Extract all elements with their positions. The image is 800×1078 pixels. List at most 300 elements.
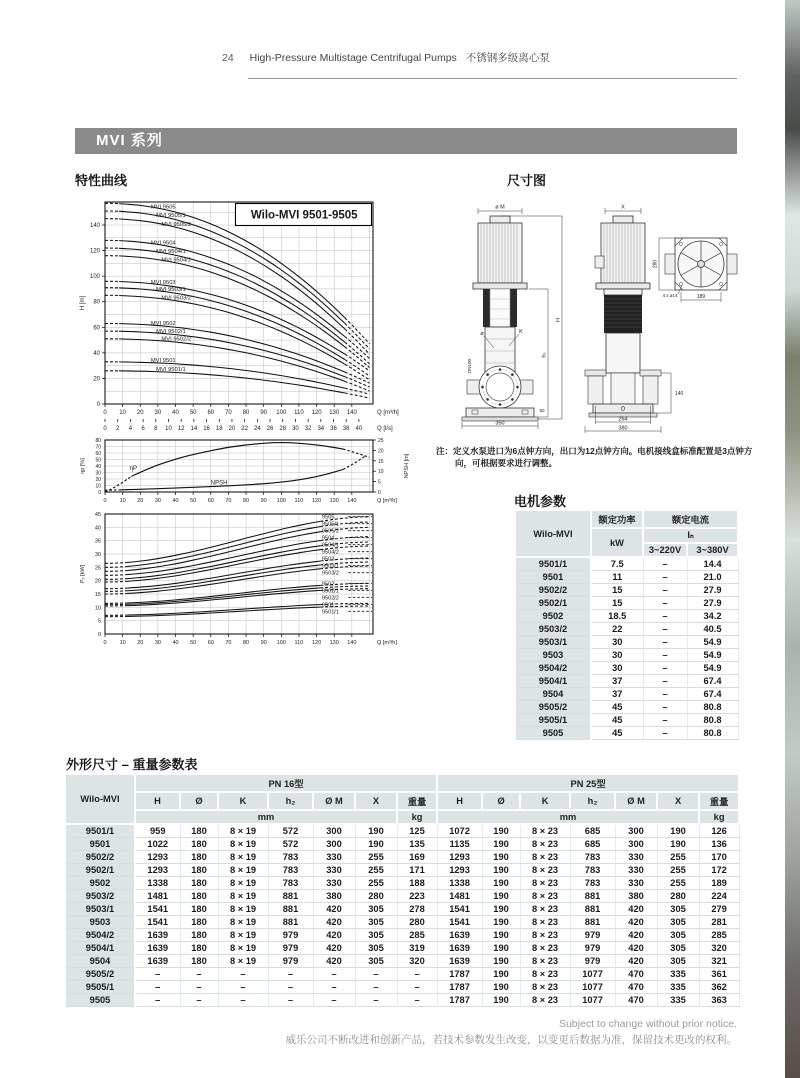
table-header-cell: Wilo-MVI: [65, 774, 135, 824]
table-cell: 305: [355, 916, 397, 929]
chart-text: ηp [%]: [80, 458, 86, 474]
table-cell: 420: [313, 916, 355, 929]
table-header-cell: mm: [437, 810, 699, 824]
table-cell: 979: [570, 955, 615, 968]
chart-text: 40: [172, 640, 179, 646]
table-cell: 280: [657, 890, 699, 903]
table-cell: 881: [570, 916, 615, 929]
table-row: [515, 675, 738, 688]
table-cell: –: [643, 662, 687, 675]
table-cell: 54.9: [687, 636, 738, 649]
table-cell: 37: [591, 675, 643, 688]
table-header-cell: 3~380V: [687, 543, 738, 557]
chart-text: 0: [378, 490, 381, 496]
table-cell: 9505: [65, 994, 135, 1007]
chart-text: 110: [294, 410, 304, 416]
chart-text: 8: [154, 426, 158, 432]
chart-text: 38: [342, 426, 350, 432]
table-header-cell: Ø: [482, 792, 520, 810]
table-cell: 190: [482, 864, 520, 877]
table-cell: 15: [591, 584, 643, 597]
chart-text: 30: [292, 426, 299, 432]
table-cell: 80.8: [687, 714, 738, 727]
chart-text: 0: [98, 490, 101, 496]
table-cell: 330: [615, 864, 657, 877]
table-cell: 1787: [437, 994, 482, 1007]
table-cell: 8 × 23: [520, 890, 570, 903]
table-header-cell: kg: [699, 810, 739, 824]
table-cell: 9504/1: [515, 675, 591, 688]
table-cell: –: [180, 994, 218, 1007]
chart-text: 10: [94, 605, 101, 612]
chart-text: Q [l/s]: [377, 426, 393, 432]
table-cell: –: [355, 981, 397, 994]
table-cell: 305: [657, 903, 699, 916]
chart-text: 14: [190, 426, 198, 432]
table-cell: 1787: [437, 968, 482, 981]
chart-text: 9504/1: [321, 542, 339, 549]
chart-text: 110: [294, 640, 304, 646]
table-header-cell: PN 16型: [135, 774, 437, 792]
table-cell: 783: [570, 877, 615, 890]
chart-text: 50: [190, 498, 197, 504]
chart-text: 20: [378, 448, 384, 455]
table-cell: 190: [482, 838, 520, 851]
doc-title-cn: 不锈钢多级离心泵: [465, 52, 550, 64]
table-cell: 171: [397, 864, 437, 877]
table-cell: 1639: [135, 955, 180, 968]
chart-text: 20: [137, 498, 144, 504]
chart-text: 18: [215, 426, 223, 432]
table-cell: 979: [268, 929, 313, 942]
chart-text: H [m]: [80, 295, 86, 311]
chart-text: 40: [93, 350, 100, 357]
chart-text: 30: [154, 410, 162, 416]
chart-text: Q [m³/h]: [377, 410, 399, 416]
table-cell: 136: [699, 838, 739, 851]
table-cell: 1077: [570, 981, 615, 994]
table-row: [65, 981, 739, 994]
table-cell: 45: [591, 701, 643, 714]
table-cell: 9505/1: [65, 981, 135, 994]
table-cell: 881: [268, 890, 313, 903]
table-cell: 8 × 19: [218, 929, 268, 942]
table-cell: –: [355, 994, 397, 1007]
table-row: [65, 810, 739, 824]
table-cell: 783: [268, 877, 313, 890]
chart-text: 10: [165, 426, 172, 432]
table-cell: 1135: [437, 838, 482, 851]
chart-text: 20: [95, 477, 101, 483]
table-cell: 8 × 23: [520, 968, 570, 981]
table-row: [515, 727, 738, 740]
table-cell: 685: [570, 838, 615, 851]
table-cell: 881: [268, 903, 313, 916]
table-cell: 1293: [437, 864, 482, 877]
chart-text: 9503/2: [321, 570, 339, 577]
chart-text: 60: [207, 498, 214, 504]
table-cell: 45: [591, 714, 643, 727]
chart-text: 70: [225, 410, 232, 416]
table-cell: 1639: [135, 942, 180, 955]
chart-text: 40: [355, 426, 363, 432]
table-cell: 420: [615, 955, 657, 968]
chart-text: 9505/2: [321, 528, 339, 535]
table-cell: 8 × 23: [520, 877, 570, 890]
table-header-cell: Wilo-MVI: [515, 510, 591, 557]
table-cell: 54.9: [687, 662, 738, 675]
table-cell: –: [218, 968, 268, 981]
table-header-cell: 3~220V: [643, 543, 687, 557]
chart-text: 9503: [321, 556, 335, 563]
chart-text: 60: [207, 640, 214, 646]
table-header-cell: PN 25型: [437, 774, 739, 792]
table-cell: 9501: [65, 838, 135, 851]
table-cell: 420: [615, 942, 657, 955]
table-cell: 9501/1: [65, 824, 135, 838]
chart-text: 10: [119, 498, 126, 504]
table-cell: –: [643, 610, 687, 623]
table-cell: 300: [615, 824, 657, 838]
chart-text: 15: [378, 458, 384, 465]
table-cell: 1077: [570, 994, 615, 1007]
table-cell: 80.8: [687, 727, 738, 740]
dim-label-380: 380: [618, 425, 628, 432]
table-cell: 9502/1: [65, 864, 135, 877]
table-cell: 330: [615, 877, 657, 890]
table-row: [65, 851, 739, 864]
table-cell: 363: [699, 994, 739, 1007]
table-cell: 959: [135, 824, 180, 838]
table-cell: 285: [699, 929, 739, 942]
table-row: [515, 557, 738, 571]
chart-text: 130: [329, 498, 339, 504]
dim-label-holes: 4 x ø14: [662, 293, 678, 298]
table-cell: 255: [657, 851, 699, 864]
table-cell: –: [643, 636, 687, 649]
table-cell: 40.5: [687, 623, 738, 636]
table-cell: 281: [699, 916, 739, 929]
hq-curves-chart: [75, 192, 415, 437]
chart-text: 9502/2: [321, 595, 339, 602]
table-cell: 9503/2: [65, 890, 135, 903]
chart-text: MVI 9504/1: [156, 248, 186, 255]
table-cell: 9502/2: [515, 584, 591, 597]
table-cell: 190: [482, 824, 520, 838]
chart-text: MVI 9502/2: [161, 336, 192, 343]
chart-text: 10: [119, 410, 126, 416]
chart-text: 110: [294, 498, 304, 504]
footer-notice-cn: 威乐公司不断改进和创新产品，若技术参数发生改变，以变更后数据为准，保留技术更改的权利。: [285, 1034, 737, 1046]
table-cell: 572: [268, 824, 313, 838]
chart-text: 10: [378, 469, 384, 476]
motor-parameters-table: [514, 509, 739, 740]
table-row: [515, 510, 738, 528]
table-cell: 180: [180, 890, 218, 903]
table-cell: –: [643, 597, 687, 610]
table-cell: 80.8: [687, 701, 738, 714]
chart-text: 9504: [321, 535, 335, 542]
table-row: [515, 649, 738, 662]
table-cell: 305: [355, 929, 397, 942]
table-cell: 305: [657, 942, 699, 955]
chart-text: 80: [242, 498, 250, 504]
table-cell: 330: [313, 864, 355, 877]
table-cell: 9503/2: [515, 623, 591, 636]
table-cell: 1541: [437, 916, 482, 929]
table-cell: 255: [355, 864, 397, 877]
table-row: [65, 942, 739, 955]
table-row: [65, 929, 739, 942]
chart-text: NPSH [m]: [404, 453, 410, 479]
size-table-head: [65, 774, 739, 824]
table-cell: 305: [657, 955, 699, 968]
dim-label-h: H: [555, 318, 562, 322]
chart-text: 70: [225, 498, 232, 504]
chart-text: 22: [241, 426, 248, 432]
table-cell: 783: [570, 864, 615, 877]
efficiency-npsh-chart: [75, 436, 415, 508]
chart-text: 4: [128, 426, 133, 432]
size-weight-table: [64, 773, 740, 1007]
table-cell: 8 × 19: [218, 955, 268, 968]
chart-text: 60: [95, 451, 101, 457]
table-cell: –: [313, 981, 355, 994]
table-cell: 14.4: [687, 557, 738, 571]
table-cell: 685: [570, 824, 615, 838]
table-row: [515, 662, 738, 675]
table-row: [65, 774, 739, 792]
table-cell: 190: [657, 824, 699, 838]
table-cell: 280: [355, 890, 397, 903]
table-cell: 255: [657, 877, 699, 890]
table-cell: 27.9: [687, 584, 738, 597]
dim-label-140: 140: [675, 391, 684, 397]
table-cell: 979: [268, 942, 313, 955]
chart-text: 30: [95, 470, 101, 477]
table-cell: –: [355, 968, 397, 981]
chart-text: 140: [346, 410, 357, 416]
table-cell: 1481: [135, 890, 180, 903]
chart-text: MVI 9503/1: [156, 287, 186, 294]
table-cell: 8 × 23: [520, 851, 570, 864]
table-cell: 180: [180, 824, 218, 838]
table-cell: 8 × 19: [218, 916, 268, 929]
chart-text: 60: [93, 325, 100, 332]
table-header-cell: X: [355, 792, 397, 810]
table-cell: 1338: [135, 877, 180, 890]
table-cell: 180: [180, 903, 218, 916]
table-cell: 9503: [65, 916, 135, 929]
table-cell: 172: [699, 864, 739, 877]
table-cell: –: [268, 968, 313, 981]
table-cell: 1639: [437, 929, 482, 942]
chart-text: 80: [242, 640, 250, 646]
table-cell: 8 × 23: [520, 955, 570, 968]
pump-front-view: [462, 208, 562, 429]
chart-text: 32: [304, 426, 312, 432]
table-cell: 54.9: [687, 649, 738, 662]
table-cell: 45: [591, 727, 643, 740]
chart-text: 100: [276, 498, 286, 504]
table-cell: 9504/2: [515, 662, 591, 675]
table-cell: 305: [355, 942, 397, 955]
table-cell: 320: [397, 955, 437, 968]
table-header-cell: X: [657, 792, 699, 810]
dim-label-350: 350: [495, 420, 505, 427]
table-cell: 470: [615, 981, 657, 994]
table-cell: 420: [615, 929, 657, 942]
chart-text: 20: [136, 410, 144, 416]
pump-side-view: [585, 208, 671, 433]
table-cell: 979: [570, 929, 615, 942]
table-header-cell: 重量: [397, 792, 437, 810]
chart-text: 20: [137, 640, 144, 646]
series-banner-title: MVI 系列: [96, 132, 163, 149]
table-header-cell: Ø M: [615, 792, 657, 810]
table-cell: 9502: [65, 877, 135, 890]
table-cell: 319: [397, 942, 437, 955]
table-cell: 470: [615, 994, 657, 1007]
table-cell: 8 × 23: [520, 942, 570, 955]
chart-text: 9501: [321, 602, 335, 609]
table-row: [65, 890, 739, 903]
table-cell: –: [268, 994, 313, 1007]
table-cell: –: [135, 981, 180, 994]
chart-text: 25: [94, 565, 101, 572]
table-cell: –: [643, 584, 687, 597]
chart-text: P₂ [kW]: [80, 564, 86, 584]
table-cell: 8 × 19: [218, 890, 268, 903]
section-title-dimensions: 尺寸图: [507, 173, 547, 188]
chart-text: 2: [116, 426, 120, 432]
table-cell: 979: [570, 942, 615, 955]
chart-text: 5: [97, 618, 101, 625]
chart-text: 16: [203, 426, 210, 432]
chart-text: 120: [311, 640, 322, 646]
chart-text: 140: [347, 640, 357, 646]
table-cell: 255: [355, 851, 397, 864]
chart-text: 0: [103, 426, 107, 432]
table-cell: 67.4: [687, 675, 738, 688]
chart-text: 20: [228, 426, 236, 432]
table-row: [65, 903, 739, 916]
table-cell: 305: [657, 916, 699, 929]
table-cell: 881: [268, 916, 313, 929]
table-row: [65, 864, 739, 877]
table-cell: 1077: [570, 968, 615, 981]
table-cell: 420: [615, 903, 657, 916]
table-cell: 8 × 23: [520, 994, 570, 1007]
table-row: [65, 824, 739, 838]
chart-text: 9501/1: [321, 609, 339, 616]
table-header-cell: h₂: [268, 792, 313, 810]
table-cell: 1293: [135, 864, 180, 877]
table-cell: –: [643, 571, 687, 584]
table-cell: 8 × 19: [218, 824, 268, 838]
table-cell: 8 × 19: [218, 838, 268, 851]
dim-label-280: 280: [652, 259, 659, 269]
table-cell: 9504: [65, 955, 135, 968]
table-cell: 380: [313, 890, 355, 903]
chart-text: 30: [154, 640, 161, 646]
table-cell: 1541: [437, 903, 482, 916]
table-cell: 305: [355, 903, 397, 916]
table-cell: 470: [615, 968, 657, 981]
table-cell: 420: [313, 903, 355, 916]
chart-text: 120: [311, 498, 322, 504]
power-chart: [75, 508, 415, 658]
chart-text: 36: [330, 426, 337, 432]
table-cell: 335: [657, 968, 699, 981]
table-row: [515, 584, 738, 597]
table-cell: 22: [591, 623, 643, 636]
table-cell: –: [397, 994, 437, 1007]
page-footer: [286, 1018, 738, 1047]
table-cell: 330: [313, 877, 355, 890]
table-cell: 135: [397, 838, 437, 851]
table-cell: –: [313, 968, 355, 981]
table-cell: 9505: [515, 727, 591, 740]
table-cell: 190: [355, 824, 397, 838]
section-title-curves: 特性曲线: [75, 173, 128, 188]
table-cell: 27.9: [687, 597, 738, 610]
table-cell: 783: [268, 864, 313, 877]
table-cell: 30: [591, 649, 643, 662]
table-row: [515, 610, 738, 623]
table-row: [65, 792, 739, 810]
installation-note: [436, 446, 757, 469]
table-cell: –: [218, 994, 268, 1007]
table-row: [515, 571, 738, 584]
table-cell: 330: [313, 851, 355, 864]
chart-text: 9502/1: [321, 588, 339, 595]
table-cell: 881: [570, 903, 615, 916]
chart-text: 130: [329, 410, 340, 416]
table-cell: 188: [397, 877, 437, 890]
table-header-cell: H: [437, 792, 482, 810]
table-cell: 8 × 19: [218, 877, 268, 890]
motor-table-body: [515, 557, 738, 740]
table-cell: 881: [570, 890, 615, 903]
chart-text: MVI 9503/2: [161, 295, 192, 302]
table-cell: 1293: [135, 851, 180, 864]
table-header-cell: kg: [397, 810, 437, 824]
table-cell: 1022: [135, 838, 180, 851]
table-cell: 8 × 23: [520, 838, 570, 851]
chart-text: 35: [94, 538, 101, 545]
table-cell: 190: [482, 877, 520, 890]
chart-text: 10: [119, 640, 126, 646]
table-cell: 8 × 23: [520, 916, 570, 929]
table-cell: –: [643, 727, 687, 740]
table-cell: 9502/2: [65, 851, 135, 864]
table-cell: 9504/2: [65, 929, 135, 942]
table-cell: 1338: [437, 877, 482, 890]
chart-text: 9505: [321, 514, 335, 521]
note-text: 定义水泵进口为6点钟方向，出口为12点钟方向。电机接线盒标准配置是3点钟方向，可根据要求进行调整。: [453, 446, 753, 468]
table-cell: 285: [397, 929, 437, 942]
dim-label-phi: ø: [480, 331, 484, 337]
table-cell: 180: [180, 864, 218, 877]
chart-text: 140: [89, 223, 100, 230]
chart-text: 50: [95, 457, 101, 464]
table-cell: 190: [482, 929, 520, 942]
chart-text: 20: [94, 578, 101, 585]
chart-text: 40: [172, 498, 179, 504]
table-cell: 224: [699, 890, 739, 903]
chart-text: 100: [89, 274, 100, 281]
